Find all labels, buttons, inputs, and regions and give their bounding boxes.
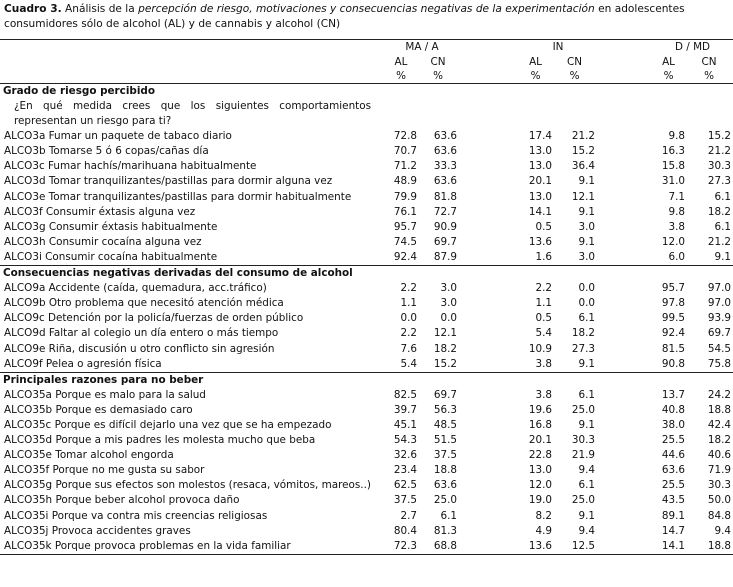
value-cell: 63.6 [661, 464, 686, 477]
table-row [0, 144, 733, 159]
table-row [0, 524, 733, 539]
value-cell: 2.2 [400, 327, 417, 340]
value-cell: 9.8 [668, 205, 686, 218]
value-cell: 18.8 [687, 539, 733, 555]
value-cell: 69.7 [433, 235, 458, 248]
value-cell: 72.8 [393, 130, 417, 143]
value-cell: 18.2 [707, 434, 732, 447]
value-cell: 9.1 [578, 418, 596, 431]
row-label: ALCO3c Fumar hachís/marihuana habitualmente [4, 160, 257, 173]
value-cell: 40.8 [661, 403, 686, 416]
table-row [0, 509, 733, 524]
value-cell: 17.4 [528, 130, 553, 143]
row-label: ALCO9d Faltar al colegio un día entero o más tiempo [4, 327, 279, 340]
value-cell: 71.9 [707, 464, 732, 477]
value-cell: 30.3 [707, 160, 732, 173]
value-cell: 1.6 [535, 250, 553, 263]
value-cell: 13.0 [528, 145, 553, 158]
value-cell: 97.0 [707, 297, 732, 310]
caption-label: Cuadro 3. [4, 3, 62, 15]
table-row [0, 190, 733, 205]
value-cell: 62.5 [393, 479, 417, 492]
value-cell: 9.4 [578, 524, 596, 537]
value-cell: 72.7 [433, 205, 458, 218]
value-cell: 20.1 [528, 175, 553, 188]
value-cell: 81.5 [661, 342, 686, 355]
row-label: ALCO9c Detención por la policía/fuerzas de orden público [4, 312, 304, 325]
row-label: ALCO35a Porque es malo para la salud [4, 388, 206, 401]
value-cell: 81.8 [433, 190, 458, 203]
value-cell: 8.2 [535, 509, 553, 522]
value-cell: 25.5 [661, 434, 686, 447]
value-cell: 0.5 [535, 220, 553, 233]
value-cell: 18.2 [571, 327, 596, 340]
value-cell: 18.2 [707, 205, 732, 218]
value-cell: 10.9 [528, 342, 553, 355]
value-cell: 7.1 [668, 190, 686, 203]
value-cell: 14.7 [661, 524, 686, 537]
value-cell: 6.1 [714, 220, 732, 233]
value-cell: 21.2 [707, 235, 732, 248]
value-cell: 37.5 [433, 449, 458, 462]
row-label: ALCO35c Porque es difícil dejarlo una vez que se ha empezado [4, 418, 332, 431]
section-question: ¿En qué medida crees que los siguientes comportamientos representan un riesgo para ti? [14, 100, 371, 128]
value-cell: 2.2 [535, 282, 553, 295]
value-cell: 31.0 [661, 175, 686, 188]
value-cell: 75.8 [707, 357, 732, 370]
section-header-row [0, 84, 733, 100]
row-label: ALCO35d Porque a mis padres les molesta mucho que beba [4, 434, 316, 447]
table-row [0, 250, 733, 266]
value-cell: 38.0 [661, 418, 686, 431]
value-cell: 40.6 [707, 449, 732, 462]
value-cell: 54.5 [707, 342, 732, 355]
value-cell: 30.3 [707, 479, 732, 492]
value-cell: 9.1 [578, 175, 596, 188]
table-row [0, 174, 733, 189]
row-label: ALCO35b Porque es demasiado caro [4, 403, 193, 416]
value-cell: 3.0 [578, 250, 596, 263]
value-cell: 5.4 [400, 357, 417, 370]
value-cell: 51.5 [433, 434, 458, 447]
value-cell: 3.0 [440, 282, 458, 295]
value-cell: 1.1 [535, 297, 553, 310]
value-cell: 68.8 [419, 539, 459, 555]
value-cell: 9.4 [714, 524, 732, 537]
value-cell: 13.0 [528, 190, 553, 203]
value-cell: 45.1 [393, 418, 417, 431]
value-cell: 20.1 [528, 434, 553, 447]
value-cell: 6.1 [578, 479, 596, 492]
group-d-md: D / MD [652, 40, 733, 56]
value-cell: 2.2 [400, 282, 417, 295]
row-label: ALCO35k Porque provoca problemas en la vida familiar [0, 539, 385, 555]
value-cell: 42.4 [707, 418, 732, 431]
value-cell: 80.4 [393, 524, 417, 537]
value-cell: 79.9 [393, 190, 417, 203]
row-label: ALCO3f Consumir éxtasis alguna vez [4, 205, 196, 218]
group-ma-a: MA / A [385, 40, 459, 56]
value-cell: 9.1 [578, 205, 596, 218]
sub-header: CN % [554, 55, 597, 84]
table-row [0, 403, 733, 418]
value-cell: 12.5 [554, 539, 597, 555]
section-title: Principales razones para no beber [0, 372, 385, 388]
value-cell: 63.6 [433, 145, 458, 158]
value-cell: 81.3 [433, 524, 458, 537]
row-label: ALCO9f Pelea o agresión física [4, 357, 162, 370]
value-cell: 19.6 [528, 403, 553, 416]
value-cell: 84.8 [707, 509, 732, 522]
value-cell: 97.8 [661, 297, 686, 310]
row-label: ALCO35h Porque beber alcohol provoca daño [4, 494, 240, 507]
value-cell: 76.1 [393, 205, 417, 218]
value-cell: 18.8 [707, 403, 732, 416]
value-cell: 48.5 [433, 418, 458, 431]
table-row [0, 281, 733, 296]
value-cell: 4.9 [535, 524, 553, 537]
value-cell: 3.8 [668, 220, 686, 233]
section-question-row [0, 99, 733, 129]
value-cell: 5.4 [535, 327, 553, 340]
value-cell: 21.2 [707, 145, 732, 158]
row-label: ALCO3d Tomar tranquilizantes/pastillas para dormir alguna vez [4, 175, 333, 188]
row-label: ALCO35j Provoca accidentes graves [4, 524, 191, 537]
row-label: ALCO9e Riña, discusión u otro conflicto sin agresión [4, 342, 275, 355]
table-row [0, 463, 733, 478]
sub-header: CN % [687, 55, 733, 84]
table-row [0, 326, 733, 341]
value-cell: 3.8 [535, 357, 553, 370]
value-cell: 0.0 [400, 312, 417, 325]
value-cell: 21.9 [571, 449, 596, 462]
table-body [0, 84, 733, 555]
section-title: Consecuencias negativas derivadas del consumo de alcohol [0, 266, 385, 282]
value-cell: 9.1 [578, 509, 596, 522]
value-cell: 7.6 [400, 342, 417, 355]
table-row [0, 478, 733, 493]
section-header-row [0, 372, 733, 388]
value-cell: 89.1 [661, 509, 686, 522]
value-cell: 93.9 [707, 312, 732, 325]
value-cell: 43.5 [661, 494, 686, 507]
value-cell: 44.6 [661, 449, 686, 462]
value-cell: 13.0 [528, 160, 553, 173]
value-cell: 13.6 [528, 235, 553, 248]
value-cell: 69.7 [433, 388, 458, 401]
value-cell: 97.0 [707, 282, 732, 295]
row-label: ALCO35i Porque va contra mis creencias religiosas [4, 509, 268, 522]
table-row [0, 311, 733, 326]
value-cell: 25.0 [571, 494, 596, 507]
value-cell: 9.1 [714, 250, 732, 263]
value-cell: 92.4 [661, 327, 686, 340]
row-label: ALCO9b Otro problema que necesitó atención médica [4, 297, 284, 310]
value-cell: 50.0 [707, 494, 732, 507]
value-cell: 13.0 [528, 464, 553, 477]
value-cell: 14.1 [528, 205, 553, 218]
sub-header: AL % [519, 55, 554, 84]
value-cell: 9.1 [578, 357, 596, 370]
value-cell: 32.6 [393, 449, 417, 462]
row-label: ALCO3a Fumar un paquete de tabaco diario [4, 130, 232, 143]
caption-italic: percepción de riesgo, motivaciones y consecuencias negativas de la experimentación [138, 3, 595, 15]
value-cell: 6.1 [714, 190, 732, 203]
value-cell: 30.3 [571, 434, 596, 447]
value-cell: 13.6 [519, 539, 554, 555]
value-cell: 6.1 [578, 388, 596, 401]
value-cell: 16.8 [528, 418, 553, 431]
value-cell: 3.0 [578, 220, 596, 233]
value-cell: 56.3 [433, 403, 458, 416]
section-header-row [0, 266, 733, 282]
value-cell: 9.1 [578, 235, 596, 248]
value-cell: 71.2 [393, 160, 417, 173]
value-cell: 16.3 [661, 145, 686, 158]
sub-header: CN % [419, 55, 459, 84]
value-cell: 74.5 [393, 235, 417, 248]
value-cell: 9.4 [578, 464, 596, 477]
table-row [0, 296, 733, 311]
sub-header: AL % [652, 55, 687, 84]
row-label: ALCO3h Consumir cocaína alguna vez [4, 235, 202, 248]
value-cell: 24.2 [707, 388, 732, 401]
value-cell: 95.7 [661, 282, 686, 295]
table-row [0, 357, 733, 373]
value-cell: 18.8 [433, 464, 458, 477]
group-in: IN [519, 40, 597, 56]
value-cell: 69.7 [707, 327, 732, 340]
value-cell: 12.0 [661, 235, 686, 248]
caption-text-2: en adolescentes consumidores sólo de alcohol (AL) y de cannabis y alcohol (CN) [4, 3, 685, 30]
value-cell: 63.6 [433, 130, 458, 143]
value-cell: 36.4 [571, 160, 596, 173]
value-cell: 99.5 [661, 312, 686, 325]
value-cell: 13.7 [661, 388, 686, 401]
header-group-row [0, 40, 733, 56]
value-cell: 9.8 [668, 130, 686, 143]
header-sub-row [0, 55, 733, 84]
value-cell: 14.1 [652, 539, 687, 555]
value-cell: 25.5 [661, 479, 686, 492]
value-cell: 19.0 [528, 494, 553, 507]
caption-text-1: Análisis de la [61, 3, 139, 15]
table-row [0, 539, 733, 555]
value-cell: 2.7 [400, 509, 417, 522]
value-cell: 27.3 [707, 175, 732, 188]
value-cell: 23.4 [393, 464, 417, 477]
sub-header: AL % [385, 55, 419, 84]
row-label: ALCO3b Tomarse 5 ó 6 copas/cañas día [4, 145, 209, 158]
value-cell: 37.5 [393, 494, 417, 507]
table-row [0, 235, 733, 250]
value-cell: 63.6 [433, 175, 458, 188]
row-label: ALCO9a Accidente (caída, quemadura, acc.tráfico) [4, 282, 267, 295]
value-cell: 70.7 [393, 145, 417, 158]
value-cell: 0.0 [440, 312, 458, 325]
row-label: ALCO3e Tomar tranquilizantes/pastillas para dormir habitualmente [4, 190, 352, 203]
value-cell: 82.5 [393, 388, 417, 401]
value-cell: 12.0 [528, 479, 553, 492]
value-cell: 12.1 [433, 327, 458, 340]
table-row [0, 159, 733, 174]
row-label: ALCO3g Consumir éxtasis habitualmente [4, 220, 218, 233]
value-cell: 27.3 [571, 342, 596, 355]
value-cell: 1.1 [400, 297, 417, 310]
value-cell: 92.4 [393, 250, 417, 263]
table-caption [4, 2, 730, 32]
row-label: ALCO35e Tomar alcohol engorda [4, 449, 174, 462]
value-cell: 95.7 [393, 220, 417, 233]
value-cell: 6.0 [668, 250, 686, 263]
section-title: Grado de riesgo percibido [3, 85, 155, 98]
table-row [0, 388, 733, 403]
value-cell: 12.1 [571, 190, 596, 203]
value-cell: 0.5 [535, 312, 553, 325]
value-cell: 18.2 [433, 342, 458, 355]
value-cell: 0.0 [578, 282, 596, 295]
table-row [0, 493, 733, 508]
value-cell: 22.8 [528, 449, 553, 462]
value-cell: 39.7 [393, 403, 417, 416]
value-cell: 72.3 [385, 539, 419, 555]
value-cell: 90.8 [661, 357, 686, 370]
table-row [0, 205, 733, 220]
row-label: ALCO35f Porque no me gusta su sabor [4, 464, 205, 477]
table-row [0, 418, 733, 433]
value-cell: 90.9 [433, 220, 458, 233]
value-cell: 63.6 [433, 479, 458, 492]
value-cell: 15.8 [661, 160, 686, 173]
value-cell: 3.8 [535, 388, 553, 401]
value-cell: 48.9 [393, 175, 417, 188]
value-cell: 6.1 [578, 312, 596, 325]
value-cell: 15.2 [571, 145, 596, 158]
value-cell: 25.0 [571, 403, 596, 416]
table-row [0, 220, 733, 235]
table-row [0, 448, 733, 463]
table-row [0, 129, 733, 144]
data-table [0, 39, 733, 555]
value-cell: 15.2 [707, 130, 732, 143]
value-cell: 21.2 [571, 130, 596, 143]
value-cell: 6.1 [440, 509, 458, 522]
value-cell: 15.2 [433, 357, 458, 370]
value-cell: 25.0 [433, 494, 458, 507]
row-label: ALCO3i Consumir cocaína habitualmente [4, 250, 218, 263]
value-cell: 0.0 [578, 297, 596, 310]
value-cell: 33.3 [433, 160, 458, 173]
value-cell: 3.0 [440, 297, 458, 310]
table-row [0, 433, 733, 448]
value-cell: 87.9 [433, 250, 458, 263]
value-cell: 54.3 [393, 434, 417, 447]
row-label: ALCO35g Porque sus efectos son molestos (resaca, vómitos, mareos..) [4, 479, 371, 492]
table-row [0, 342, 733, 357]
